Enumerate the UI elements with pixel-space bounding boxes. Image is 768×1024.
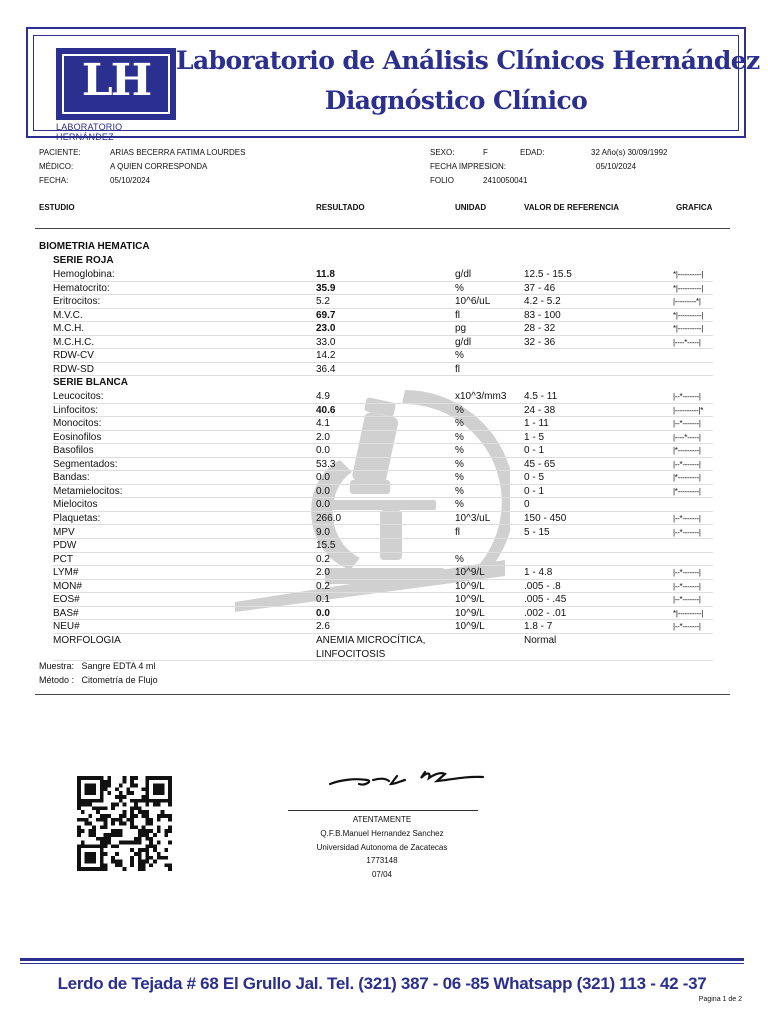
paciente-value: ARIAS BECERRA FATIMA LOURDES [110, 148, 246, 157]
footer-address: Lerdo de Tejada # 68 El Grullo Jal. Tel. (321) 387 - 06 -85 Whatsapp (321) 113 - 42 -37 [57, 974, 707, 993]
table-row [53, 282, 713, 296]
row-graph: |--*-------| [673, 595, 701, 605]
row-unit: 10^9/L [455, 621, 485, 633]
row-unit: % [455, 404, 464, 416]
row-graph: |--*-------| [673, 527, 701, 537]
row-name: RDW-CV [53, 350, 94, 362]
row-unit: % [455, 458, 464, 470]
row-unit: x10^3/mm3 [455, 391, 507, 402]
row-reference: 12.5 - 15.5 [524, 269, 572, 280]
row-unit: 10^3/uL [455, 512, 491, 524]
row-graph: |--*-------| [673, 419, 701, 429]
row-reference: 28 - 32 [524, 323, 556, 335]
row-unit: 10^9/L [455, 580, 485, 592]
row-result: 0.0 [316, 499, 330, 511]
row-reference: 0 [524, 499, 530, 511]
signature-icon [325, 762, 495, 792]
page-number: Pagina 1 de 2 [698, 996, 742, 1003]
row-unit: g/dl [455, 336, 472, 348]
table-row [53, 404, 713, 418]
row-reference: 32 - 36 [524, 336, 556, 348]
row-result: 11.8 [316, 269, 335, 280]
row-graph: *|----------| [673, 270, 704, 279]
row-unit: % [455, 445, 464, 457]
row-result: 0.0 [316, 607, 330, 619]
col-valor-referencia: VALOR DE REFERENCIA [524, 203, 619, 212]
table-row [53, 526, 713, 540]
row-reference: .005 - .45 [524, 594, 567, 606]
sign-university: Universidad Autonoma de Zacatecas [316, 843, 448, 852]
row-name: Metamielocitos: [53, 485, 123, 497]
row-graph: |--*-------| [673, 622, 701, 632]
row-reference: .002 - .01 [524, 607, 567, 619]
row-reference: 1 - 11 [524, 418, 549, 430]
table-row [53, 268, 713, 282]
table-row [53, 458, 713, 472]
table-row [53, 363, 713, 377]
row-name: M.C.H.C. [53, 336, 95, 348]
row-name: LYM# [53, 567, 79, 579]
row-result: 2.6 [316, 621, 330, 633]
table-row [53, 553, 713, 567]
fecha-impresion-value: 05/10/2024 [596, 162, 637, 171]
row-graph: |*---------| [673, 473, 701, 483]
paciente-label: PACIENTE: [39, 148, 81, 157]
medico-label: MÉDICO: [39, 162, 74, 171]
metodo-note [39, 675, 158, 685]
row-reference: 0 - 1 [524, 445, 545, 457]
sign-code: 07/04 [371, 870, 393, 879]
fecha-impresion-label: FECHA IMPRESION: [430, 162, 507, 171]
table-row [53, 566, 713, 580]
sexo-label: SEXO: [430, 148, 455, 157]
table-row [53, 471, 713, 485]
row-graph: |---------*| [673, 297, 701, 307]
row-name: Leucocitos: [53, 391, 104, 402]
table-row [53, 593, 713, 607]
row-name: PCT [53, 553, 73, 565]
subsection-serie-roja: SERIE ROJA [53, 255, 114, 266]
row-unit: % [455, 418, 464, 430]
row-result: 33.0 [316, 336, 336, 348]
row-reference: 1 - 5 [524, 431, 545, 443]
table-row [53, 322, 713, 336]
row-unit: % [455, 472, 464, 484]
row-reference: .005 - .8 [524, 580, 561, 592]
row-result: 5.2 [316, 296, 330, 308]
row-unit: fl [455, 526, 460, 538]
lab-title: Laboratorio de Análisis Clínicos Hernández [176, 46, 760, 75]
section-biometria-hematica: BIOMETRIA HEMATICA [39, 241, 150, 252]
row-result: 0.1 [316, 594, 330, 606]
logo-letters: LH [81, 55, 151, 106]
row-name: Bandas: [53, 472, 90, 484]
lab-logo [56, 48, 176, 120]
metodo-value: Citometría de Flujo [81, 675, 158, 685]
results-end-rule [35, 694, 730, 695]
table-row [53, 349, 713, 363]
row-result: 69.7 [316, 309, 336, 321]
row-reference: 37 - 46 [524, 282, 556, 294]
row-reference: 4.5 - 11 [524, 391, 558, 402]
row-reference: 45 - 65 [524, 458, 556, 470]
row-unit: 10^9/L [455, 607, 485, 619]
row-name: Segmentados: [53, 458, 118, 470]
medico-value: A QUIEN CORRESPONDA [110, 162, 208, 171]
logo-caption: LABORATORIO HERNÁNDEZ [56, 122, 123, 142]
row-reference: 1.8 - 7 [524, 621, 553, 633]
row-name: Eritrocitos: [53, 296, 101, 308]
row-unit: % [455, 282, 464, 294]
table-row [53, 498, 713, 512]
fecha-label: FECHA: [39, 176, 69, 185]
table-row-morfologia [53, 634, 713, 661]
row-graph: *|----------| [673, 310, 704, 320]
table-row [53, 390, 713, 404]
sign-atentamente: ATENTAMENTE [352, 815, 412, 824]
row-result: 4.9 [316, 391, 330, 402]
sign-cedula: 1773148 [366, 856, 398, 865]
row-name: Hematocrito: [53, 282, 110, 294]
table-row [53, 417, 713, 431]
row-unit: fl [455, 363, 460, 375]
row-graph: |----*-----| [673, 432, 701, 442]
table-row [53, 485, 713, 499]
metodo-label: Método : [39, 675, 75, 685]
sexo-value: F [483, 148, 488, 157]
morfologia-name: MORFOLOGIA [53, 635, 121, 646]
row-result: 0.2 [316, 580, 330, 592]
row-name: Monocitos: [53, 418, 102, 430]
row-reference: 5 - 15 [524, 526, 550, 538]
table-row [53, 431, 713, 445]
row-name: RDW-SD [53, 363, 94, 375]
signature-line [288, 810, 478, 811]
row-result: 0.2 [316, 553, 330, 565]
row-name: MPV [53, 526, 75, 538]
row-result: 0.0 [316, 445, 330, 457]
row-unit: pg [455, 323, 467, 335]
table-row [53, 512, 713, 526]
edad-value: 32 Año(s) 30/09/1992 [591, 148, 668, 157]
row-graph: |--*-------| [673, 513, 701, 523]
row-result: 0.0 [316, 472, 330, 484]
row-reference: 83 - 100 [524, 309, 561, 321]
row-result: 4.1 [316, 418, 330, 430]
row-result: 9.0 [316, 526, 330, 538]
table-row [53, 444, 713, 458]
footer-bar [20, 958, 744, 961]
row-name: EOS# [53, 594, 80, 606]
row-unit: % [455, 350, 464, 362]
row-result: 23.0 [316, 323, 336, 335]
row-name: BAS# [53, 607, 79, 619]
row-name: Eosinofilos [53, 431, 102, 443]
row-graph: |--*-------| [673, 568, 701, 578]
row-name: M.V.C. [53, 309, 83, 321]
table-row [53, 309, 713, 323]
col-resultado: RESULTADO [316, 203, 365, 212]
row-unit: g/dl [455, 269, 472, 280]
table-row [53, 295, 713, 309]
col-grafica: GRAFICA [676, 203, 713, 212]
row-name: Linfocitos: [53, 404, 99, 416]
row-reference: 0 - 1 [524, 485, 545, 497]
row-name: MON# [53, 580, 82, 592]
row-unit: 10^9/L [455, 567, 485, 579]
table-row [53, 607, 713, 621]
row-graph: |----*-----| [673, 337, 701, 347]
muestra-label: Muestra: [39, 661, 75, 671]
header-rule [35, 228, 730, 229]
row-reference: 4.2 - 5.2 [524, 296, 561, 308]
folio-label: FOLIO [430, 176, 455, 185]
row-result: 0.0 [316, 485, 330, 497]
table-row [53, 620, 713, 634]
row-reference: 1 - 4.8 [524, 567, 553, 579]
lab-subtitle: Diagnóstico Clínico [324, 86, 588, 115]
row-name: Hemoglobina: [53, 269, 115, 280]
row-name: M.C.H. [53, 323, 85, 335]
row-unit: fl [455, 309, 460, 321]
row-unit: 10^6/uL [455, 296, 491, 308]
row-name: PDW [53, 540, 77, 552]
row-unit: 10^9/L [455, 594, 485, 606]
row-name: Plaquetas: [53, 512, 101, 524]
qr-code-icon [77, 775, 172, 872]
row-result: 2.0 [316, 431, 330, 443]
row-graph: *|----------| [673, 324, 704, 334]
row-result: 36.4 [316, 363, 336, 375]
edad-label: EDAD: [520, 148, 545, 157]
row-unit: % [455, 499, 464, 511]
row-graph: |--*-------| [673, 459, 701, 469]
row-graph: |----------|* [673, 405, 704, 415]
row-result: 14.2 [316, 350, 336, 362]
muestra-value: Sangre EDTA 4 ml [81, 661, 156, 671]
row-reference: 24 - 38 [524, 404, 556, 416]
row-result: 53.3 [316, 458, 336, 470]
row-reference: 0 - 5 [524, 472, 545, 484]
row-unit: % [455, 553, 464, 565]
row-name: Mielocitos [53, 499, 98, 511]
row-graph: |*---------| [673, 446, 701, 456]
morfologia-result: ANEMIA MICROCÍTICA, LINFOCITOSIS [316, 635, 426, 660]
row-unit: % [455, 431, 464, 443]
col-estudio: ESTUDIO [39, 203, 75, 212]
row-result: 40.6 [316, 404, 336, 416]
row-result: 266.0 [316, 512, 342, 524]
footer-bar-thin [20, 963, 744, 964]
row-result: 2.0 [316, 567, 330, 579]
row-graph: |--*-------| [673, 581, 701, 591]
fecha-value: 05/10/2024 [110, 176, 151, 185]
row-result: 15.5 [316, 540, 336, 552]
morfologia-ref: Normal [524, 635, 557, 646]
row-graph: |--*-------| [673, 392, 701, 401]
row-graph: *|----------| [673, 608, 704, 618]
row-graph: *|----------| [673, 283, 704, 293]
sign-name: Q.F.B.Manuel Hernandez Sanchez [320, 829, 444, 838]
muestra-note [39, 661, 155, 671]
subsection-serie-blanca: SERIE BLANCA [53, 377, 129, 388]
row-name: NEU# [53, 621, 80, 633]
folio-value: 2410050041 [483, 176, 528, 185]
row-graph: |*---------| [673, 486, 701, 496]
col-unidad: UNIDAD [455, 203, 487, 212]
table-row [53, 539, 713, 553]
row-reference: 150 - 450 [524, 512, 567, 524]
row-result: 35.9 [316, 282, 336, 294]
row-name: Basofilos [53, 445, 94, 457]
table-row [53, 336, 713, 350]
row-unit: % [455, 485, 464, 497]
table-row [53, 580, 713, 594]
